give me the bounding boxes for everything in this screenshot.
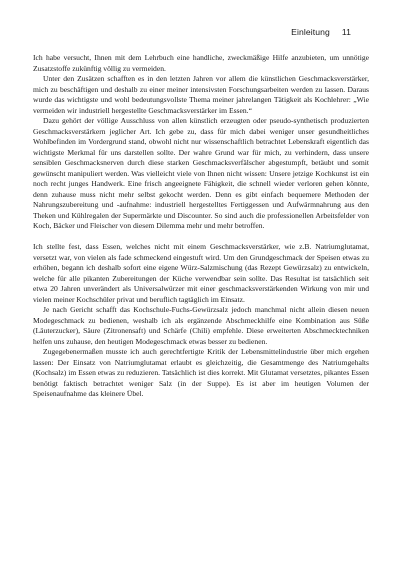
running-header (291, 27, 351, 37)
paragraph-3: Dazu gehört der völlige Ausschluss von allen künstlich erzeugten oder pseudo-synthetisch produzierten Geschmacksverstärkern jeglicher Art. Ich gebe zu, dass für mich dabei weniger unser gesundheitliches Wohlbefinden im Vordergrund stand, obwohl nicht nur wissenschaftlich betrachtet Lebenskraft eigentlich das wichtigste Merkmal für uns darstellen sollte. Der wahre Grund war für mich, zu verhindern, dass unsere sensiblen Geschmacksnerven durch diese starken Geschmacksverfälscher abgestumpft, betäubt und somit gewünscht manipuliert werden. Was vielleicht viele von Ihnen nicht wissen: Unsere jetzige Kochkunst ist ein noch recht junges Handwerk. Eine frisch angeeignete Fähigkeit, die schnell wieder verloren gehen könnte, denn zuhause muss nicht mehr selbst gekocht werden. Denn es gibt einfach bequemere Methoden der Nahrungszubereitung und -aufnahme: industriell hergestelltes Fertiggessen und Aufwärmnahrung aus den Theken und Kühlregalen der Supermärkte und Discounter. So sind auch die professionellen Arbeitsfelder von Koch, Bäcker und Fleischer von diesem Dilemma mehr und mehr betroffen. (33, 116, 369, 230)
paragraph-6: Zugegebenermaßen musste ich auch gerechtfertigte Kritik der Lebensmittelindustrie über mich ergehen lassen: Der Einsatz von Natriumglutamat erlaubt es gleichzeitig, die Gesamtmenge des Natriumgehalts (Kochsalz) im Essen etwas zu reduzieren. Tatsächlich ist dies korrekt. Mit Glutamat versetztes, pikantes Essen benötigt faktisch betrachtet weniger Salz (in der Suppe). Es ist aber im heutigen Volumen der Speisenaufnahme das kleinere Übel. (33, 347, 369, 398)
paragraph-2: Unter den Zusätzen schafften es in den letzten Jahren vor allem die künstlichen Geschmacksverstärker, mich zu beschäftigen und deshalb zu einer meiner intensivsten Forschungsarbeiten werden zu lassen. Daraus wurde das wichtigste und wohl bedeutungsvollste Thema meiner jahrelangen Tätigkeit als Kochlehrer: „Wie vermeiden wir industriell hergestellte Geschmacksverstärker im Essen.“ (33, 74, 369, 115)
paragraph-5: Je nach Gericht schafft das Kochschule-Fuchs-Gewürzsalz jedoch manchmal nicht allein diesen neuen Modegeschmack zu bedienen, weshalb ich als ergänzende Abschmeckhilfe eine Kombination aus Süße (Läuterzucker), Säure (Zitronensaft) und Schärfe (Chili) empfehle. Diese erweiterten Abschmecktechniken helfen uns zuhause, den heutigen Modegeschmack etwas besser zu bedienen. (33, 305, 369, 346)
section-title: Einleitung (291, 27, 330, 37)
page-number: 11 (341, 27, 351, 37)
paragraph-4: Ich stellte fest, dass Essen, welches nicht mit einem Geschmacksverstärker, wie z.B. Natriumglutamat, versetzt war, von vielen als fade schmeckend eingestuft wird. Um den Grundgeschmack der Speisen etwas zu erhöhen, begann ich deshalb sofort eine eigene Würz-Salzmischung (das Rezept Gewürzsalz) zu entwickeln, welche für alle pikanten Zubereitungen der Küche verwendbar sein sollte. Das Resultat ist tatsächlich seit etwa 20 Jahren unverändert als Universalwürzer mit einer geschmacksverstärkenden Wirkung von mir und vielen meiner Kochschüler privat und beruflich tagtäglich im Einsatz. (33, 242, 369, 304)
body-text (33, 53, 369, 400)
paragraph-1: Ich habe versucht, Ihnen mit dem Lehrbuch eine handliche, zweckmäßige Hilfe anzubieten, um unnötige Zusatzstoffe zukünftig völlig zu vermeiden. (33, 53, 369, 73)
